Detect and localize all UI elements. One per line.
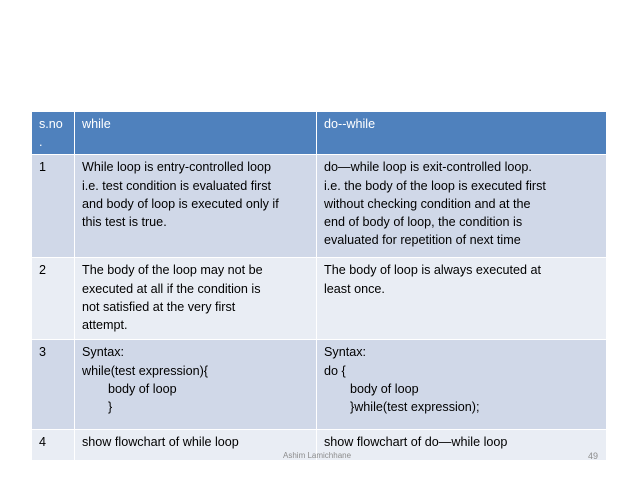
row-sno: 2 [32, 258, 75, 340]
header-sno: s.no . [32, 112, 75, 155]
table-row [32, 340, 607, 430]
header-while: while [75, 112, 317, 155]
row-while-cell: Syntax: while(test expression){ body of loop } [75, 340, 317, 430]
row-sno: 3 [32, 340, 75, 430]
row-dowhile-cell: do—while loop is exit-controlled loop. i.e. the body of the loop is executed first without checking condition and at the end of body of loop, the condition is evaluated for repetition of next time [317, 155, 607, 258]
row-dowhile-cell: show flowchart of do—while loop [317, 430, 607, 461]
table-row [32, 258, 607, 340]
row-while-cell: The body of the loop may not be executed at all if the condition is not satisfied at the very first attempt. [75, 258, 317, 340]
row-while-cell: show flowchart of while loop [75, 430, 317, 461]
table-row [32, 155, 607, 258]
footer-author: Ashim Lamichhane [283, 451, 352, 460]
row-sno: 1 [32, 155, 75, 258]
header-dowhile: do--while [317, 112, 607, 155]
page-number: 49 [588, 451, 599, 461]
row-sno: 4 [32, 430, 75, 461]
row-dowhile-cell: The body of loop is always executed at least once. [317, 258, 607, 340]
table-header-row [32, 112, 607, 155]
row-while-cell: While loop is entry-controlled loop i.e. test condition is evaluated first and body of loop is executed only if this test is true. [75, 155, 317, 258]
comparison-table [31, 111, 607, 461]
row-dowhile-cell: Syntax: do { body of loop }while(test expression); [317, 340, 607, 430]
